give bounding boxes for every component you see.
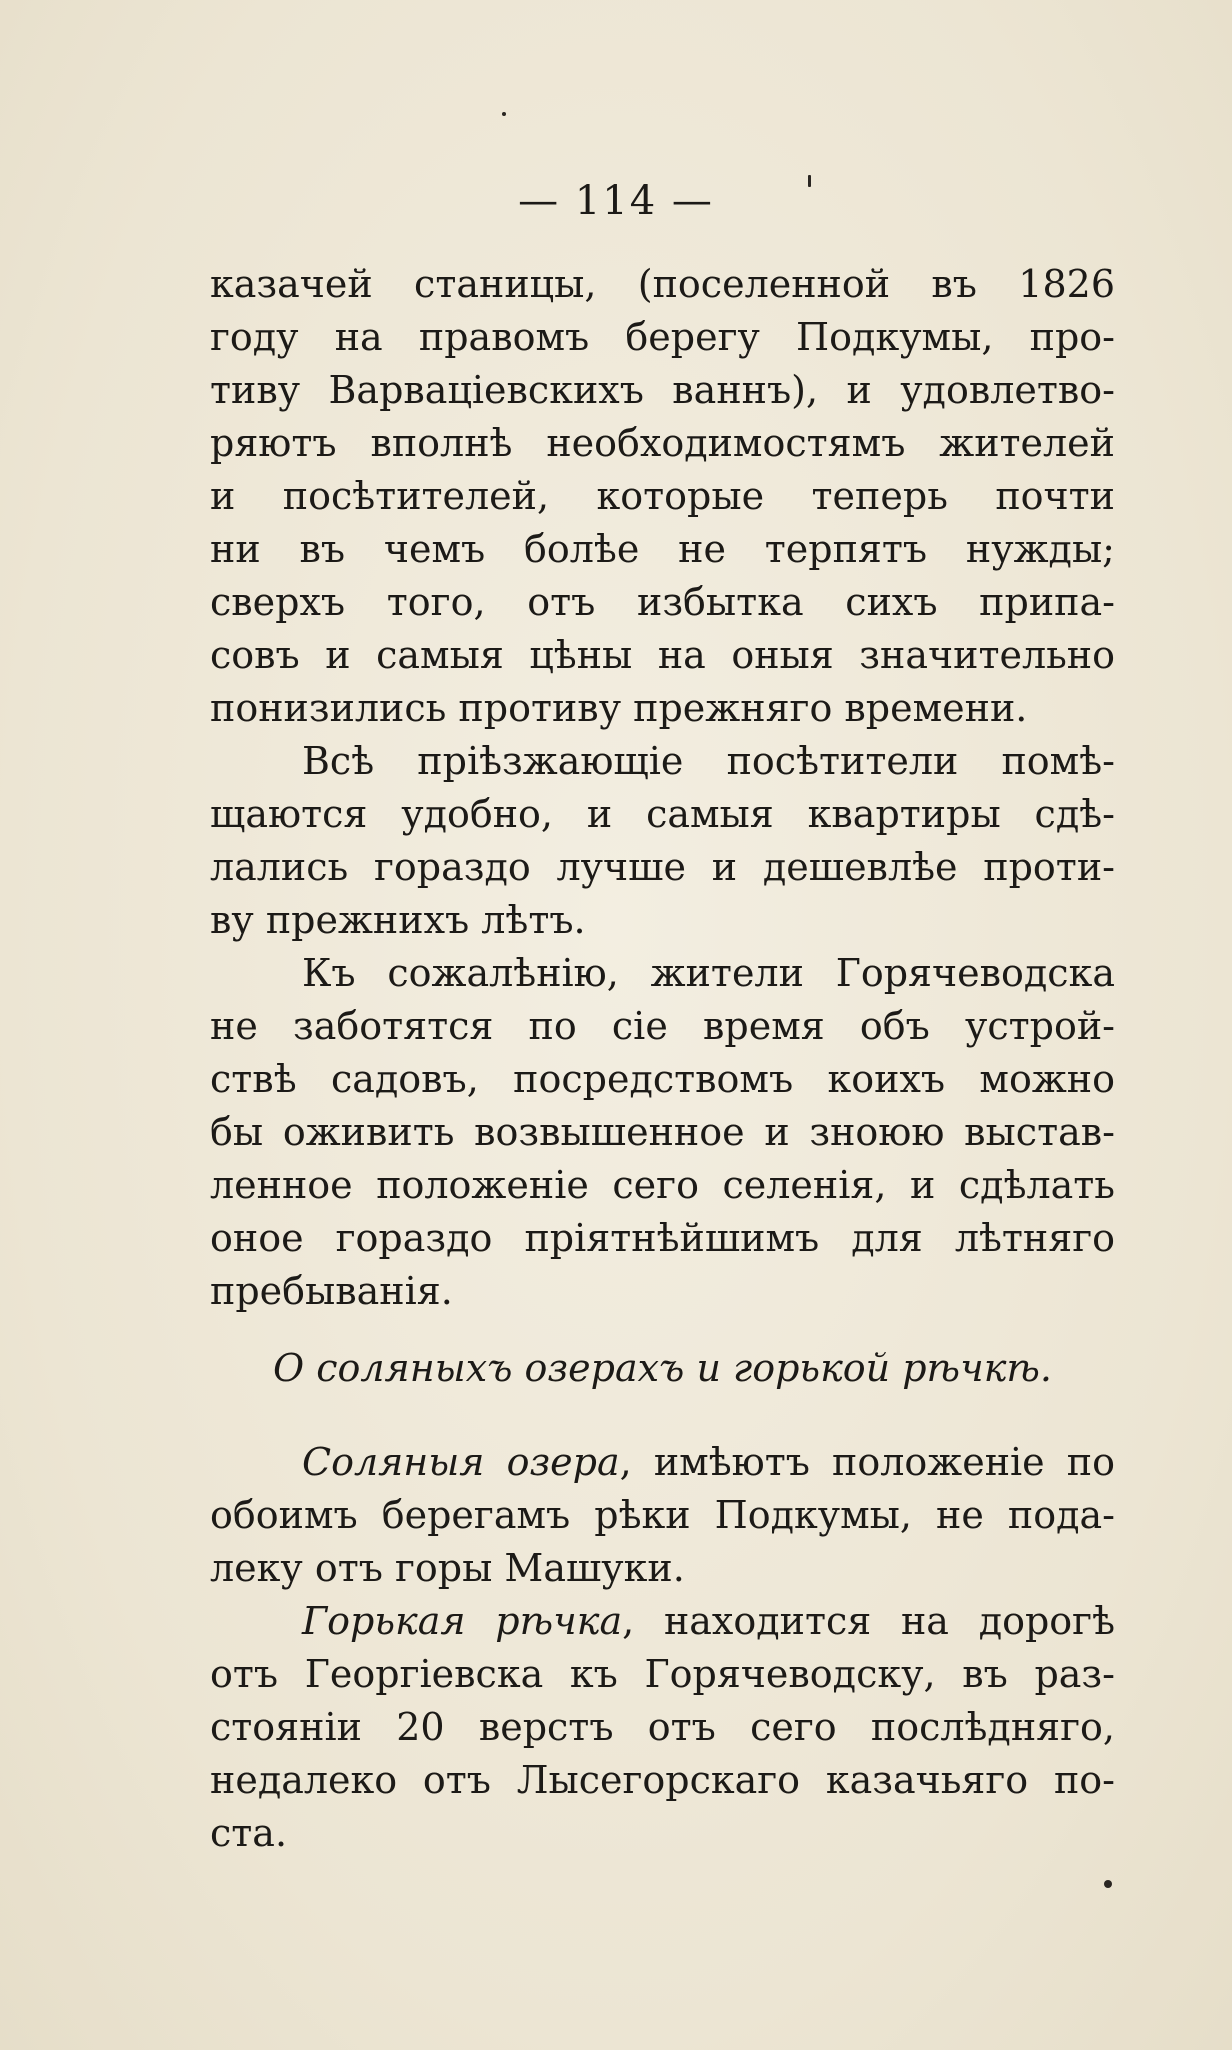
paragraph-1 [210, 258, 1115, 735]
ink-speck [1104, 1880, 1112, 1888]
text-line: Всѣ пріѣзжающіе посѣтители помѣ- [302, 739, 1115, 783]
text-line: ряютъ вполнѣ необходимостямъ жителей [210, 421, 1115, 465]
term-salt-lakes: Соляныя озера [302, 1440, 620, 1484]
text-line [210, 1436, 1115, 1489]
section-heading: О соляныхъ озерахъ и горькой рѣчкѣ. [272, 1345, 1053, 1390]
text-line: стояніи 20 верстъ отъ сего послѣдняго, [210, 1705, 1115, 1749]
text-line: сверхъ того, отъ избытка сихъ припа- [210, 580, 1115, 624]
text-line [210, 1595, 1115, 1648]
paragraph-4 [210, 1436, 1115, 1595]
text-line: ста. [210, 1811, 288, 1855]
ink-speck [808, 175, 811, 187]
text-line: отъ Георгіевска къ Горячеводску, въ раз- [210, 1652, 1115, 1696]
paragraph-3 [210, 947, 1115, 1318]
paragraph-2 [210, 735, 1115, 947]
text-line: оное гораздо пріятнѣйшимъ для лѣтняго [210, 1216, 1115, 1260]
paragraph-5 [210, 1595, 1115, 1860]
text-line: казачей станицы, (поселенной въ 1826 [210, 262, 1115, 306]
text-line: бы оживить возвышенное и зноюю выстав- [210, 1110, 1115, 1154]
ink-speck [502, 112, 506, 116]
spacer [210, 1418, 1115, 1436]
text-line: совъ и самыя цѣны на оныя значительно [210, 633, 1115, 677]
text-line: Къ сожалѣнію, жители Горячеводска [302, 951, 1115, 995]
text-line: и посѣтителей, которые теперь почти [210, 474, 1115, 518]
text-line: пребыванія. [210, 1269, 453, 1313]
text-fragment: , находится на дорогѣ [622, 1599, 1115, 1643]
page-number: — 114 — [518, 178, 714, 224]
text-line: ленное положеніе сего селенія, и сдѣлать [210, 1163, 1115, 1207]
text-line: обоимъ берегамъ рѣки Подкумы, не пода- [210, 1493, 1115, 1537]
text-line: лались гораздо лучше и дешевлѣе проти- [210, 845, 1115, 889]
text-line: леку отъ горы Машуки. [210, 1546, 685, 1590]
body-text [210, 258, 1115, 1860]
term-bitter-stream: Горькая рѣчка [302, 1599, 623, 1643]
text-line: году на правомъ берегу Подкумы, про- [210, 315, 1115, 359]
text-line: тиву Варваціевскихъ ваннъ), и удовлетво- [210, 368, 1115, 412]
text-fragment: , имѣютъ положеніе по [619, 1440, 1115, 1484]
text-line: ствѣ садовъ, посредствомъ коихъ можно [210, 1057, 1115, 1101]
text-line: ву прежнихъ лѣтъ. [210, 898, 586, 942]
text-line: щаются удобно, и самыя квартиры сдѣ- [210, 792, 1115, 836]
text-line: недалеко отъ Лысегорскаго казачьяго по- [210, 1758, 1115, 1802]
text-line: понизились противу прежняго времени. [210, 686, 1028, 730]
text-line: не заботятся по сіе время объ устрой- [210, 1004, 1115, 1048]
text-line: ни въ чемъ болѣе не терпятъ нужды; [210, 527, 1115, 571]
